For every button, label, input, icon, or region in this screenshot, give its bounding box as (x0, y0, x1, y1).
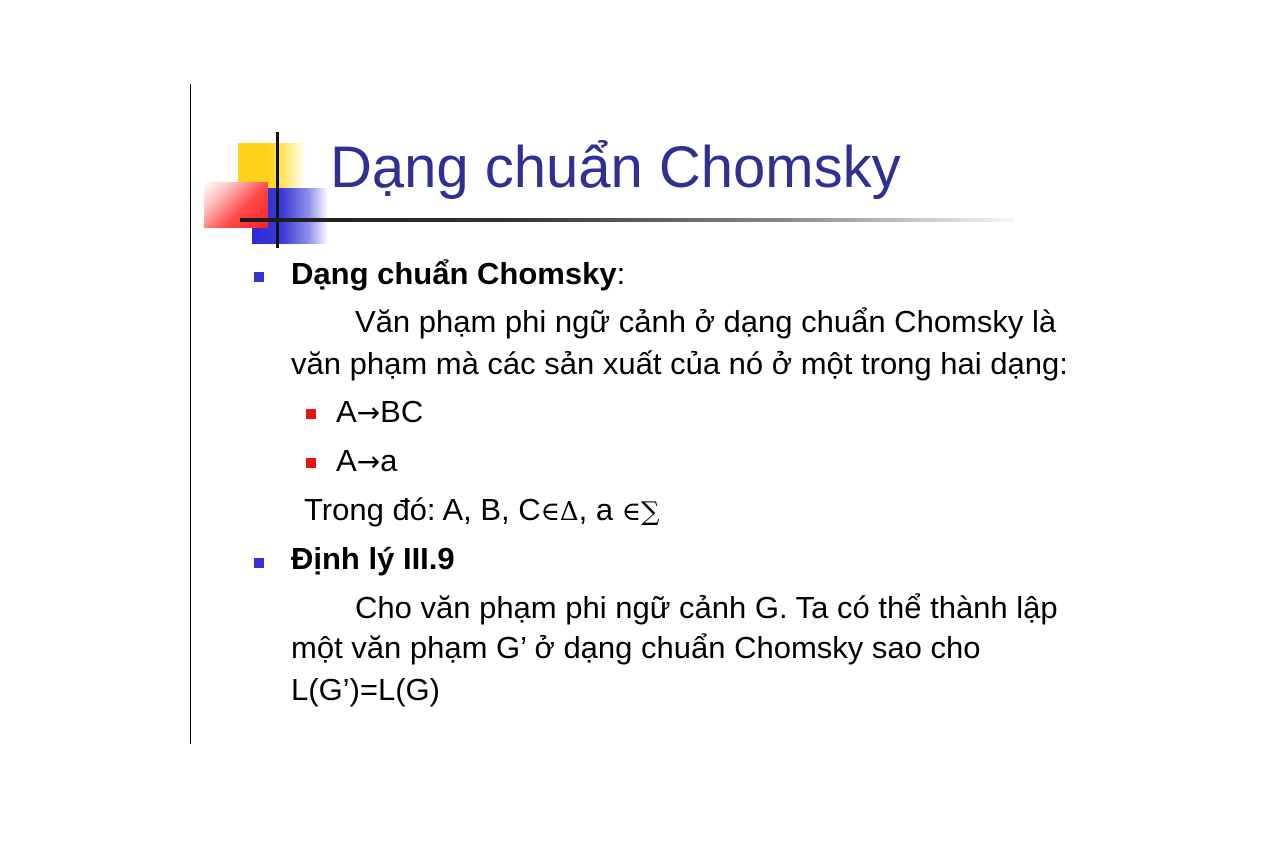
title-underline (240, 218, 1014, 222)
sub-bullet-square-icon (306, 409, 316, 419)
definition-line-1: Văn phạm phi ngữ cảnh ở dạng chuẩn Chomsky là (355, 304, 1057, 339)
where-clause (304, 490, 660, 532)
arrow-right-icon: → (356, 445, 381, 478)
heading-colon: : (616, 256, 626, 291)
sub-bullet-square-icon (306, 458, 316, 468)
left-vertical-rule (190, 84, 191, 744)
rule-lhs: A (336, 394, 357, 429)
element-of-symbol: ∈ (540, 497, 560, 527)
section-heading-line (291, 254, 625, 294)
section-heading-chomsky: Dạng chuẩn Chomsky (291, 256, 617, 291)
slide-title: Dạng chuẩn Chomsky (330, 135, 901, 200)
bullet-square-icon (254, 272, 264, 282)
bullet-square-icon (254, 558, 264, 568)
arrow-right-icon: → (356, 396, 381, 429)
rule-lhs: A (336, 443, 357, 478)
where-prefix: Trong đó: A, B, C (304, 492, 541, 527)
rule-a-to-a (336, 441, 397, 482)
rule-rhs: BC (380, 394, 424, 429)
theorem-line-3: L(G’)=L(G) (291, 672, 440, 707)
rule-rhs: a (380, 443, 398, 478)
rule-a-to-bc (336, 392, 423, 433)
theorem-line-1: Cho văn phạm phi ngữ cảnh G. Ta có thể thành lập (355, 590, 1058, 625)
theorem-heading: Định lý III.9 (291, 541, 455, 576)
definition-line-2: văn phạm mà các sản xuất của nó ở một trong hai dạng: (291, 346, 1068, 381)
theorem-line-2: một văn phạm G’ ở dạng chuẩn Chomsky sao cho (291, 630, 981, 665)
logo-vertical-line (276, 132, 279, 248)
sigma-symbol: ∑ (641, 497, 660, 527)
delta-symbol: Δ (559, 497, 579, 527)
element-of-symbol: ∈ (621, 497, 642, 527)
where-mid: , a (578, 492, 622, 527)
